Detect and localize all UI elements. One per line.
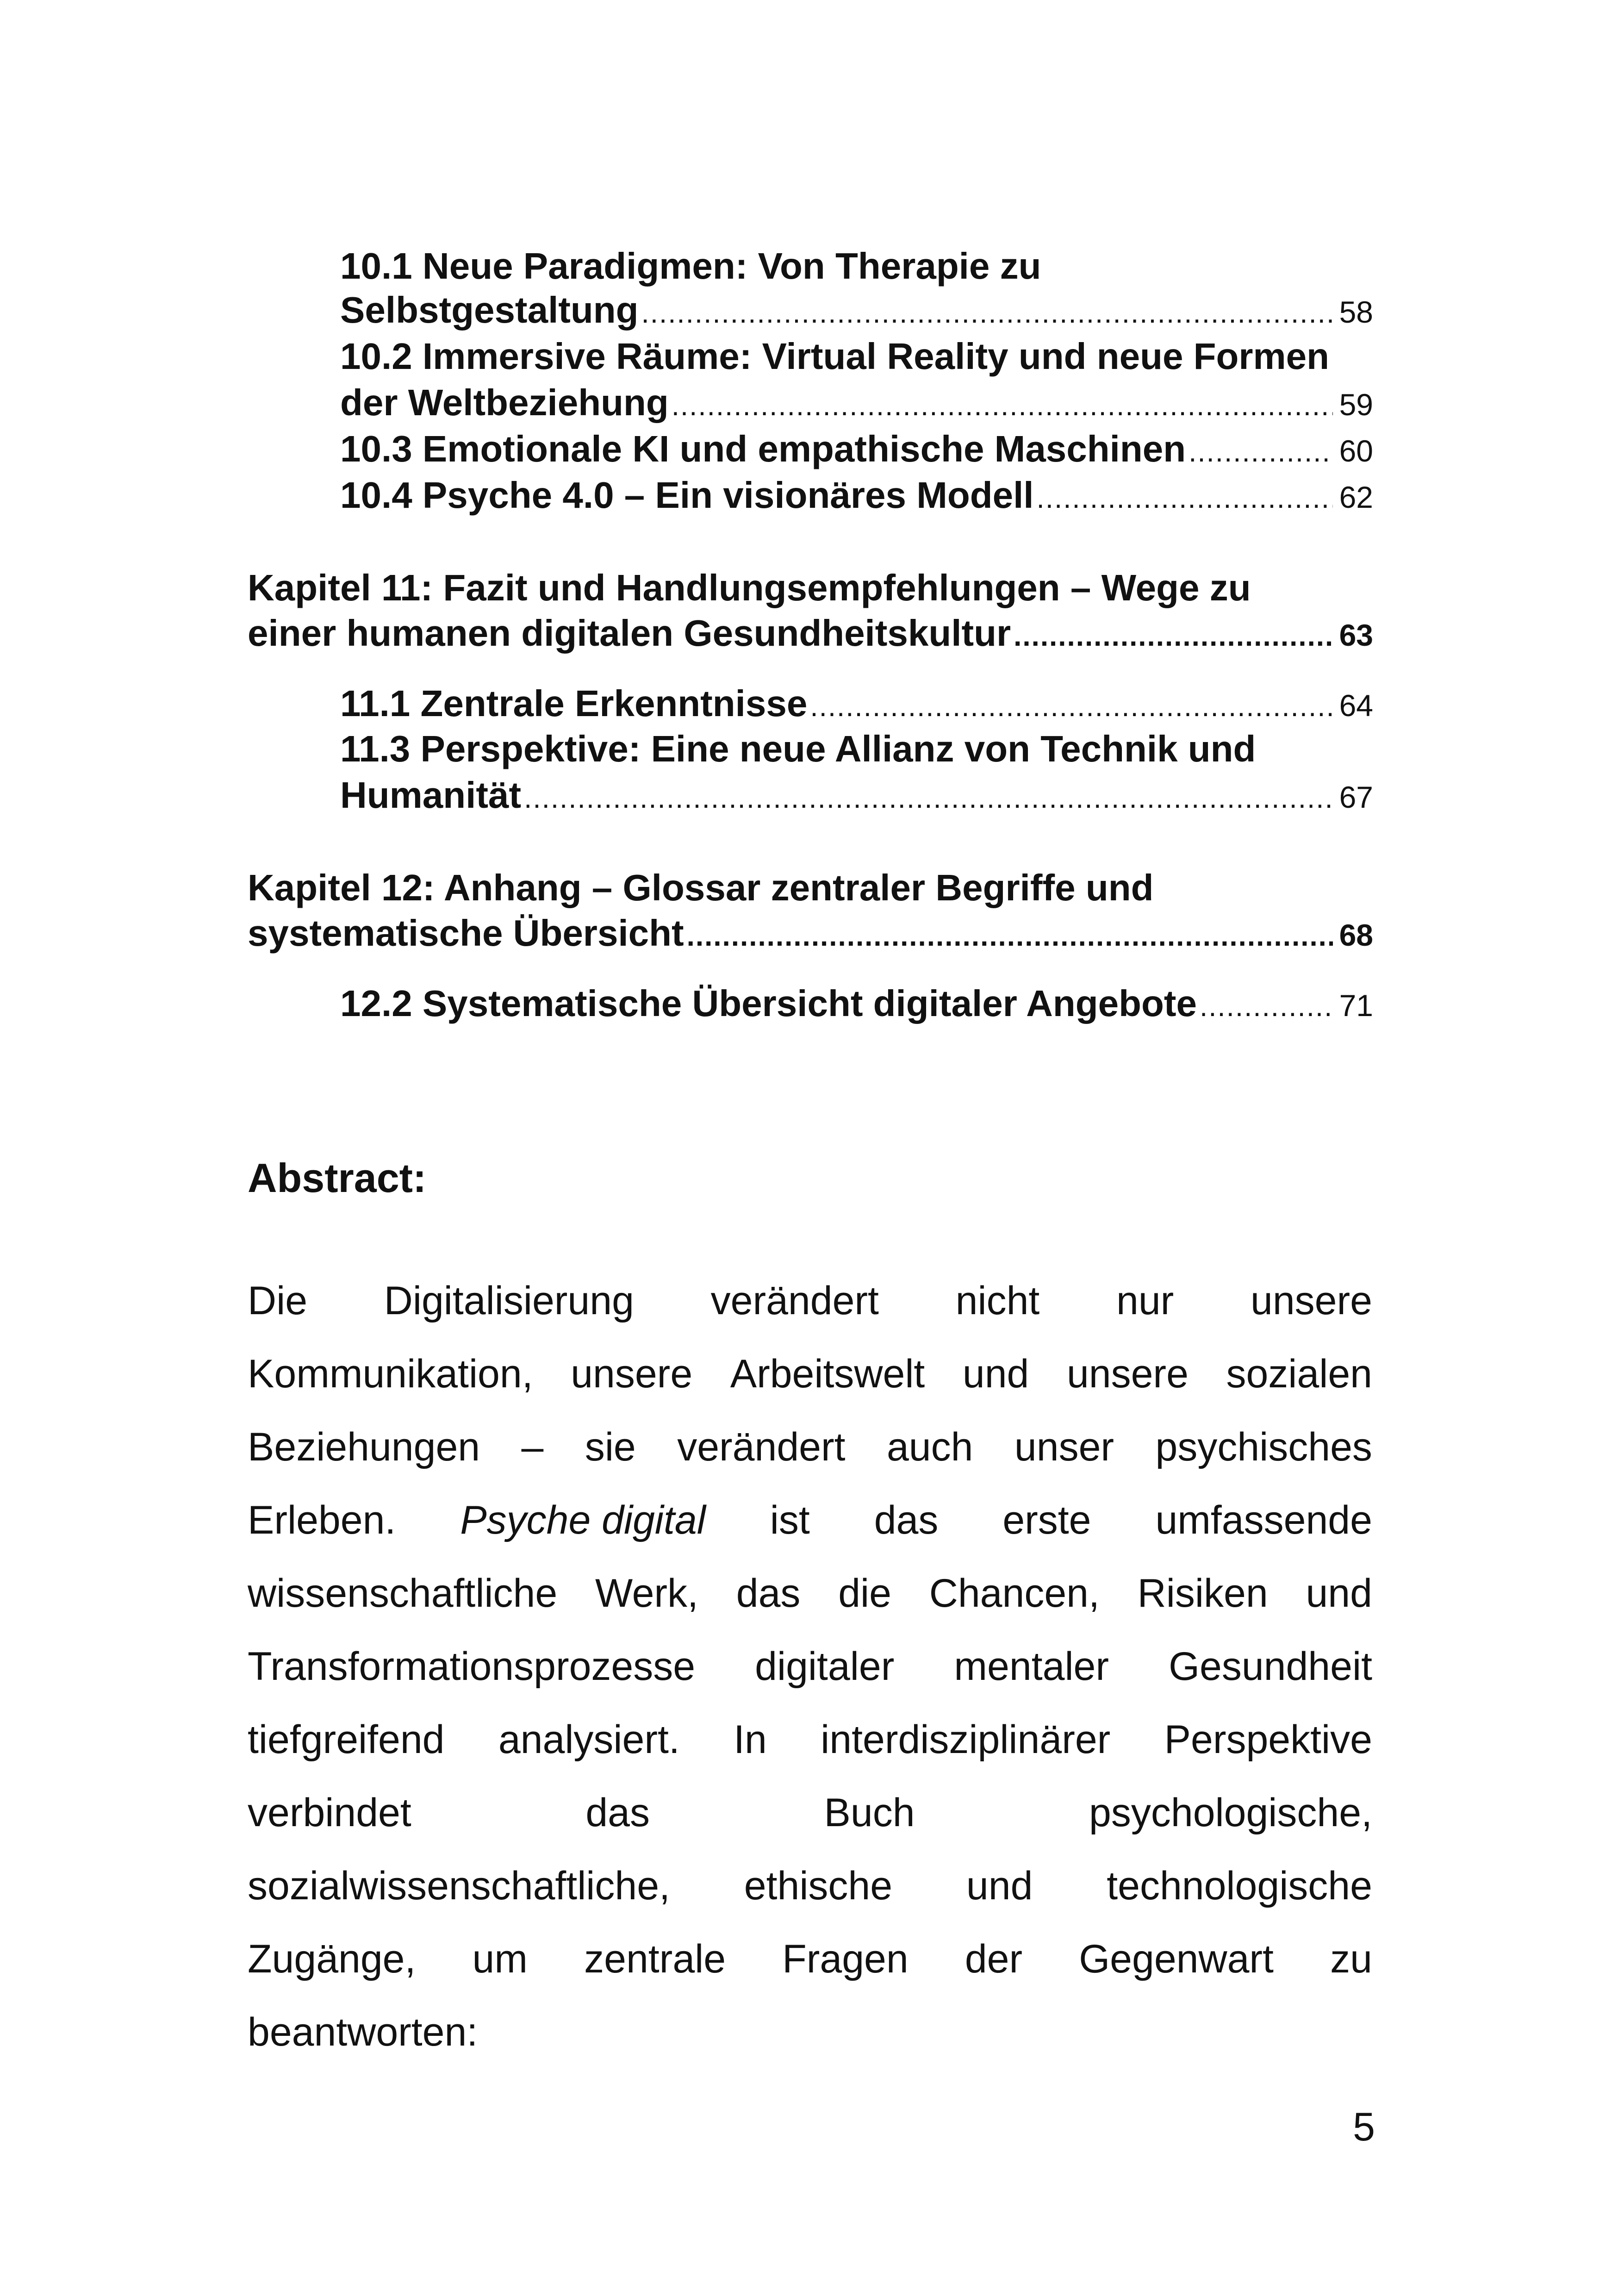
page-number: 5	[1353, 2105, 1375, 2149]
toc-entry-10-1-line1	[340, 243, 1373, 289]
abstract-word: unsere	[1251, 1279, 1372, 1323]
abstract-line	[248, 1275, 1372, 1326]
toc-leader-dots	[1014, 613, 1332, 660]
abstract-word: das	[736, 1571, 801, 1616]
toc-leader-dots	[641, 290, 1333, 337]
abstract-line	[248, 1787, 1372, 1838]
abstract-word: erste	[1002, 1498, 1091, 1542]
toc-chapter-11-line1	[248, 565, 1373, 611]
toc-leader-dots	[1200, 984, 1333, 1030]
abstract-word: das	[874, 1498, 939, 1542]
toc-leader-dots	[687, 913, 1333, 960]
abstract-word: die	[838, 1571, 891, 1616]
abstract-word: psychisches	[1155, 1425, 1372, 1469]
toc-entry-text: Humanität	[340, 774, 522, 816]
toc-leader-dots	[672, 383, 1333, 429]
abstract-word: Arbeitswelt	[730, 1352, 925, 1396]
toc-chapter-text: Kapitel 12: Anhang – Glossar zentraler Begriffe und	[248, 867, 1154, 908]
abstract-line	[248, 1641, 1372, 1692]
toc-entry-text: der Weltbeziehung	[340, 382, 669, 423]
toc-leader-dots	[524, 775, 1332, 822]
toc-leader-dots	[1189, 429, 1332, 475]
abstract-word: sozialen	[1226, 1352, 1372, 1396]
toc-chapter-12-line1	[248, 865, 1373, 911]
toc-entry-10-2-line1	[340, 333, 1373, 380]
toc-entry-10-2	[340, 380, 1373, 429]
toc-entry-11-1	[340, 680, 1373, 730]
abstract-line	[248, 1348, 1372, 1399]
toc-entry-10-1	[340, 287, 1373, 337]
toc-chapter-12	[248, 910, 1373, 960]
abstract-word: sie	[585, 1425, 636, 1469]
toc-page-number: 68	[1339, 918, 1373, 952]
abstract-word: Erleben.	[248, 1498, 396, 1542]
abstract-word: ist	[770, 1498, 810, 1542]
abstract-word: Transformationsprozesse	[248, 1644, 696, 1689]
abstract-line	[248, 1934, 1372, 1984]
abstract-word: digitaler	[755, 1644, 895, 1689]
abstract-word: Beziehungen	[248, 1425, 480, 1469]
toc-page-number: 60	[1339, 434, 1373, 468]
abstract-word: Gesundheit	[1169, 1644, 1372, 1689]
abstract-word: unsere	[1066, 1352, 1189, 1396]
toc-entry-11-3	[340, 772, 1373, 822]
abstract-word: nur	[1116, 1279, 1174, 1323]
toc-chapter-text: Kapitel 11: Fazit und Handlungsempfehlungen – Wege zu	[248, 567, 1251, 608]
toc-page-number: 63	[1339, 618, 1373, 652]
abstract-heading: Abstract:	[248, 1155, 427, 1201]
toc-entry-text: 11.3 Perspektive: Eine neue Allianz von Technik und	[340, 728, 1256, 769]
abstract-word: der	[965, 1937, 1023, 1981]
toc-leader-dots	[810, 684, 1332, 730]
abstract-word: Kommunikation,	[248, 1352, 533, 1396]
toc-chapter-text: systematische Übersicht	[248, 912, 684, 954]
abstract-line	[248, 1568, 1372, 1619]
abstract-word: verbindet	[248, 1791, 411, 1835]
toc-page-number: 59	[1339, 387, 1373, 422]
abstract-word: zu	[1330, 1937, 1372, 1981]
abstract-word: tiefgreifend	[248, 1717, 445, 1762]
abstract-word: und	[966, 1864, 1033, 1908]
abstract-word: psychologische,	[1089, 1791, 1372, 1835]
toc-page-number: 67	[1339, 780, 1373, 814]
abstract-word: sozialwissenschaftliche,	[248, 1864, 670, 1908]
toc-entry-text: 10.1 Neue Paradigmen: Von Therapie zu	[340, 245, 1041, 287]
abstract-word: technologische	[1107, 1864, 1372, 1908]
abstract-word: verändert	[710, 1279, 879, 1323]
abstract-word: Perspektive	[1164, 1717, 1372, 1762]
abstract-line	[248, 1860, 1372, 1911]
abstract-word: Risiken	[1137, 1571, 1268, 1616]
abstract-word: beantworten:	[248, 2010, 478, 2054]
abstract-word: Chancen,	[929, 1571, 1100, 1616]
abstract-word: ethische	[744, 1864, 893, 1908]
abstract-word: wissenschaftliche	[248, 1571, 558, 1616]
abstract-word: auch	[886, 1425, 973, 1469]
abstract-word: Werk,	[595, 1571, 698, 1616]
toc-entry-10-4	[340, 472, 1373, 522]
abstract-word: nicht	[955, 1279, 1040, 1323]
abstract-word: und	[962, 1352, 1029, 1396]
abstract-word: Digitalisierung	[384, 1279, 634, 1323]
toc-entry-text: 10.4 Psyche 4.0 – Ein visionäres Modell	[340, 474, 1034, 516]
abstract-word: analysiert.	[498, 1717, 680, 1762]
abstract-word: Zugänge,	[248, 1937, 416, 1981]
toc-leader-dots	[1037, 475, 1333, 522]
abstract-word: verändert	[677, 1425, 846, 1469]
abstract-word: umfassende	[1155, 1498, 1372, 1542]
toc-entry-text: 10.3 Emotionale KI und empathische Maschinen	[340, 428, 1186, 469]
toc-page-number: 62	[1339, 480, 1373, 514]
toc-chapter-11	[248, 610, 1373, 660]
abstract-word: zentrale	[584, 1937, 726, 1981]
abstract-word: –	[521, 1425, 544, 1469]
abstract-word: Gegenwart	[1079, 1937, 1274, 1981]
abstract-word: Buch	[824, 1791, 915, 1835]
toc-entry-text: 11.1 Zentrale Erkenntnisse	[340, 683, 808, 724]
toc-entry-12-2	[340, 980, 1373, 1030]
toc-page-number: 71	[1339, 988, 1373, 1023]
abstract-word: und	[1306, 1571, 1372, 1616]
abstract-word: mentaler	[954, 1644, 1109, 1689]
abstract-word: um	[472, 1937, 528, 1981]
abstract-line	[248, 1422, 1372, 1472]
toc-entry-10-3	[340, 426, 1373, 475]
toc-page-number: 64	[1339, 688, 1373, 723]
abstract-word: unsere	[571, 1352, 693, 1396]
toc-entry-text: 12.2 Systematische Übersicht digitaler Angebote	[340, 983, 1197, 1024]
abstract-word: unser	[1014, 1425, 1114, 1469]
toc-entry-text: 10.2 Immersive Räume: Virtual Reality und neue Formen	[340, 336, 1330, 377]
abstract-book-title: Psyche digital	[460, 1498, 706, 1542]
abstract-word: Die	[248, 1279, 308, 1323]
abstract-line	[248, 2007, 1372, 2058]
abstract-word: In	[734, 1717, 767, 1762]
toc-entry-11-3-line1	[340, 726, 1373, 772]
abstract-word: interdisziplinärer	[821, 1717, 1111, 1762]
abstract-word: Fragen	[782, 1937, 909, 1981]
abstract-word: das	[585, 1791, 650, 1835]
abstract-line	[248, 1714, 1372, 1765]
toc-page-number: 58	[1339, 295, 1373, 329]
abstract-line	[248, 1495, 1372, 1546]
toc-entry-text: Selbstgestaltung	[340, 289, 639, 331]
toc-chapter-text: einer humanen digitalen Gesundheitskultur	[248, 612, 1011, 654]
